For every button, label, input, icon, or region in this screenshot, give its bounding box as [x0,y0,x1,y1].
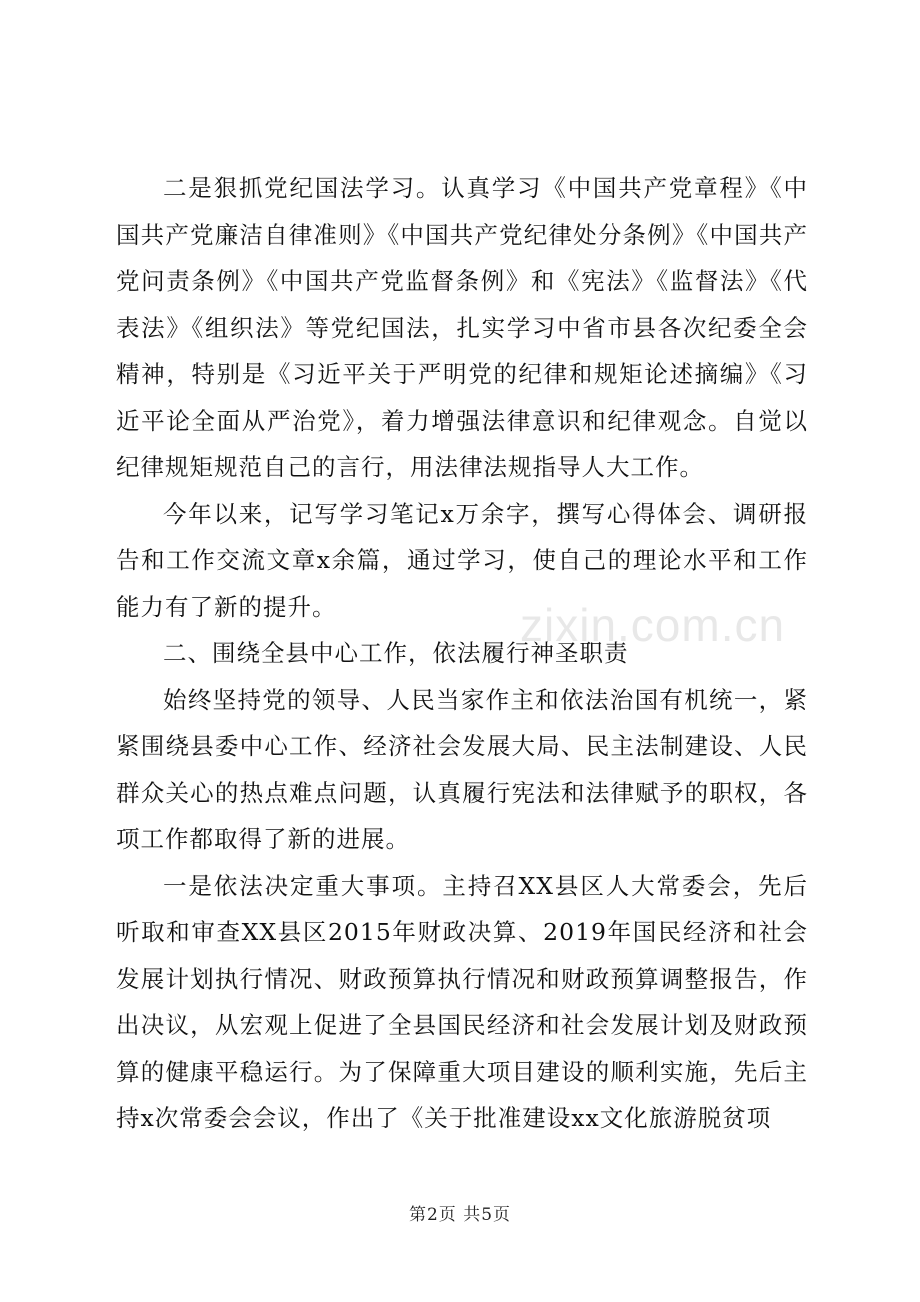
document-body [116,165,808,1142]
section-heading: 二、围绕全县中心工作，依法履行神圣职责 [163,639,629,667]
paragraph-adhere-leadership: 始终坚持党的领导、人民当家作主和依法治国有机统一，紧紧围绕县委中心工作、经济社会发展大局、民主法制建设、人民群众关心的热点难点问题，认真履行宪法和法律赋予的职权，各项工作都取得了新的进展。 [116,685,808,853]
paragraph-study-notes: 今年以来，记写学习笔记x万余字，撰写心得体会、调研报告和工作交流文章x余篇，通过学习，使自己的理论水平和工作能力有了新的提升。 [116,499,808,621]
page-footer: 第2页 共5页 [408,1205,512,1225]
watermark: zixin.com.cn [520,599,786,651]
paragraph-study-discipline: 二是狠抓党纪国法学习。认真学习《中国共产党章程》《中国共产党廉洁自律准则》《中国共产党纪律处分条例》《中国共产党问责条例》《中国共产党监督条例》和《宪法》《监督法》《代表法》《组织法》等党纪国法，扎实学习中省市县各次纪委全会精神，特别是《习近平关于严明党的纪律和规矩论述摘编》《习近平论全面从严治党》，着力增强法律意识和纪律观念。自觉以纪律规矩规范自己的言行，用法律法规指导人大工作。 [116,174,808,481]
paragraph-major-matters: 一是依法决定重大事项。主持召XX县区人大常委会，先后听取和审查XX县区2015年财政决算、2019年国民经济和社会发展计划执行情况、财政预算执行情况和财政预算调整报告，作出决议，从宏观上促进了全县国民经济和社会发展计划及财政预算的健康平稳运行。为了保障重大项目建设的顺利实施，先后主持x次常委会会议，作出了《关于批准建设xx文化旅游脱贫项 [116,871,808,1132]
